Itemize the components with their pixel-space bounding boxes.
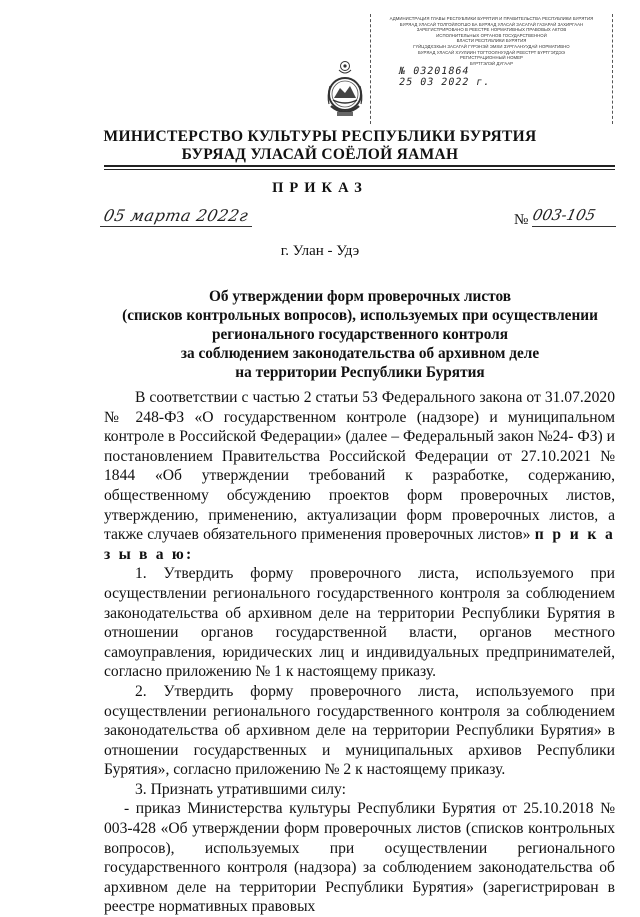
order-body (104, 388, 615, 917)
order-title-line: Об утверждении форм проверочных листов (208, 288, 511, 305)
ministry-name-buryat: БУРЯАД УЛАСАЙ СОЁЛОЙ ЯАМАН (181, 146, 459, 163)
header-rule (104, 165, 615, 167)
registration-stamp (370, 14, 613, 124)
handwritten-date: 05 марта 2022г (101, 206, 251, 225)
stamp-line: ЗАРЕГИСТРИРОВАНО В РЕЕСТРЕ НОРМАТИВНЫХ ПРАВОВЫХ АКТОВ (416, 27, 567, 33)
order-number-label: № (514, 212, 529, 228)
order-title-line: регионального государственного контроля (211, 326, 509, 343)
header-rule (104, 169, 615, 170)
stamp-line: РЕГИСТРАЦИОННЫЙ НОМЕР (460, 55, 523, 61)
stamp-line: БУРЯАД УЛАСАЙ ХУУЛИИН ТОГТООЛНУУДАЙ РЕЕСТРТ БҮРТГЭГДЭЭ (417, 49, 566, 55)
handwritten-order-number: 003-105 (531, 206, 598, 224)
preamble-paragraph (104, 388, 615, 564)
stamp-line: ВЛАСТИ РЕСПУБЛИКИ БУРЯТИЯ (456, 38, 527, 44)
number-underline (532, 226, 616, 227)
preamble-text: В соответствии с частью 2 статьи 53 Федерального закона от 31.07.2020 № 248-ФЗ «О государственном контроле (надзоре) и муниципальном контроле в Российской Федерации» (далее – Федеральный закон №24- ФЗ) и постановлением Правительства Российской Федерации от 27.10.2021 № 1844 «Об утверждении требований к разработке, содержанию, общественному обсуждению проектов форм проверочных листов, утверждению, применению, актуализации форм проверочных листов, а также случаев обязательного применения проверочных листов» (104, 389, 615, 544)
ministry-name: МИНИСТЕРСТВО КУЛЬТУРЫ РЕСПУБЛИКИ БУРЯТИЯ (103, 128, 537, 145)
stamp-reg-date: 25 03 2022 г. (398, 77, 492, 89)
order-heading: ПРИКАЗ (272, 180, 368, 196)
stamp-line: ИСПОЛНИТЕЛЬНЫХ ОРГАНОВ ГОСУДАРСТВЕННОЙ (436, 32, 547, 38)
stamp-line: АДМИНИСТРАЦИЯ ГЛАВЫ РЕСПУБЛИКИ БУРЯТИЯ И ПРАВИТЕЛЬСТВА РЕСПУБЛИКИ БУРЯТИЯ (389, 16, 594, 21)
stamp-line: ГҮЙЦЭДХЭХЫН ЗАСАГАЙ ГҮРЭНЭЙ ЭМХИ ЗУРГААНУУДАЙ НОРМАТИВНО (413, 43, 570, 49)
item-3: 3. Признать утратившими силу: (135, 780, 346, 798)
item-1: 1. Утвердить форму проверочного листа, используемого при осуществлении регионального государственного контроля за соблюдением законодательства об архивном деле на территории Республики Бурятия в отношении органов государственной власти, органов местного самоуправления, юридических лиц и индивидуальных предпринимателей, согласно приложению № 1 к настоящему приказу. (104, 565, 615, 681)
stamp-line: БҮРТГЭЛЭЙ ДУГААР (469, 60, 514, 66)
item-3-dash: - приказ Министерства культуры Республики Бурятия от 25.10.2018 № 003-428 «Об утверждении форм проверочных листов (списков контрольных вопросов), используемых при осуществлении регионального государственного контроля (надзора) за соблюдением законодательства об архивном деле на территории Республики Бурятия» (зарегистрирован в реестре нормативных правовых (104, 800, 615, 916)
stamp-reg-number: № 03201864 (398, 66, 471, 78)
order-title-line: (списков контрольных вопросов), используемых при осуществлении (122, 307, 598, 324)
order-title-line: на территории Республики Бурятия (235, 364, 485, 381)
order-verb: п р и к а з ы в а ю: (104, 526, 615, 563)
stamp-line: БУРЯАД УЛАСАЙ ТОЛГОЙЛОГШО БА БУРЯАД УЛАСАЙ ЗАСАГАЙ ГАЗАРАЙ ЗАХИРГААН (399, 21, 584, 27)
city: г. Улан - Удэ (280, 243, 360, 259)
item-2: 2. Утвердить форму проверочного листа, используемого при осуществлении регионального государственного контроля за соблюдением законодательства об архивном деле на территории Республики Бурятия» в отношении государственных и муниципальных архивов Республики Бурятия», согласно приложению № 2 к настоящему приказу. (104, 682, 615, 779)
order-title-line: за соблюдением законодательства об архивном деле (180, 345, 540, 362)
date-underline (100, 226, 252, 227)
coat-of-arms-icon (323, 60, 367, 122)
